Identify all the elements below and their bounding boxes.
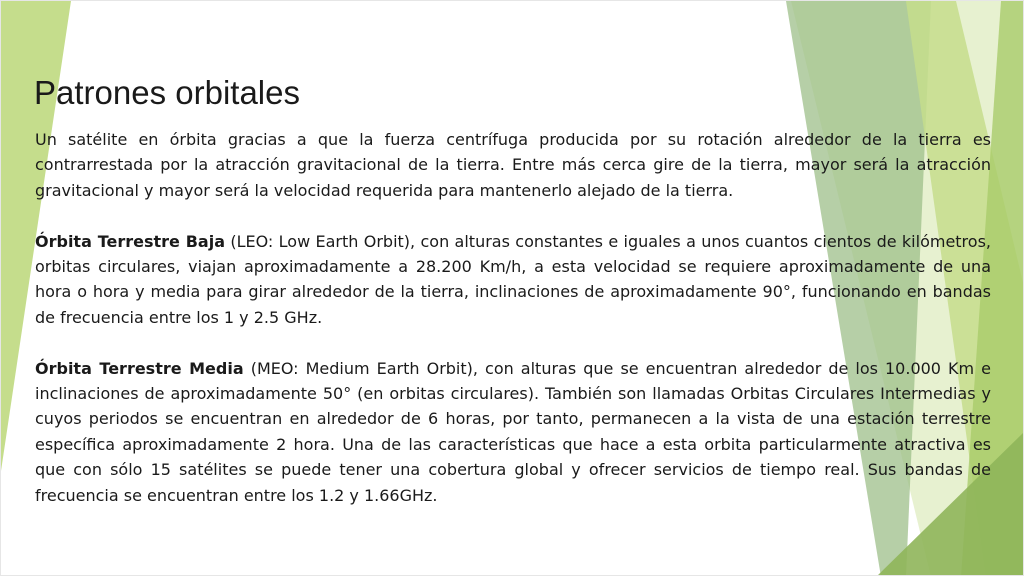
slide-title: Patrones orbitales — [34, 74, 300, 111]
slide-body — [35, 127, 991, 508]
paragraph-intro — [35, 127, 991, 203]
paragraph-meo — [35, 356, 991, 508]
meo-heading: Órbita Terrestre Media — [35, 358, 244, 378]
meo-description: (MEO: Medium Earth Orbit), con alturas que se encuentran alrededor de los 10.000 Km e inclinaciones de aproximadamente 50° (en orbitas circulares). También son llamadas Orbitas Circulares Intermedias y cuyos periodos se encuentran en alrededor de 6 horas, por tanto, permanecen a la vista de una estación terrestre específica aproximadamente 2 hora. Una de las características que hace a esta orbita particularmente atractiva es que con sólo 15 satélites se puede tener una cobertura global y ofrecer servicios de tiempo real. Sus bandas de frecuencia se encuentran entre los 1.2 y 1.66GHz. — [35, 358, 992, 505]
leo-heading: Órbita Terrestre Baja — [35, 231, 225, 251]
leo-description: (LEO: Low Earth Orbit), con alturas constantes e iguales a unos cuantos cientos de kilómetros, orbitas circulares, viajan aproximadamente a 28.200 Km/h, a esta velocidad se requiere aproximadamente de una hora o hora y media para girar alrededor de la tierra, inclinaciones de aproximadamente 90°, funcionando en bandas de frecuencia entre los 1 y 2.5 GHz. — [35, 231, 991, 327]
paragraph-intro-text: Un satélite en órbita gracias a que la fuerza centrífuga producida por su rotación alrededor de la tierra es contrarrestada por la atracción gravitacional de la tierra. Entre más cerca gire de la tierra, mayor será la atracción gravitacional y mayor será la velocidad requerida para mantenerlo alejado de la tierra. — [35, 130, 991, 200]
paragraph-leo — [35, 229, 991, 331]
